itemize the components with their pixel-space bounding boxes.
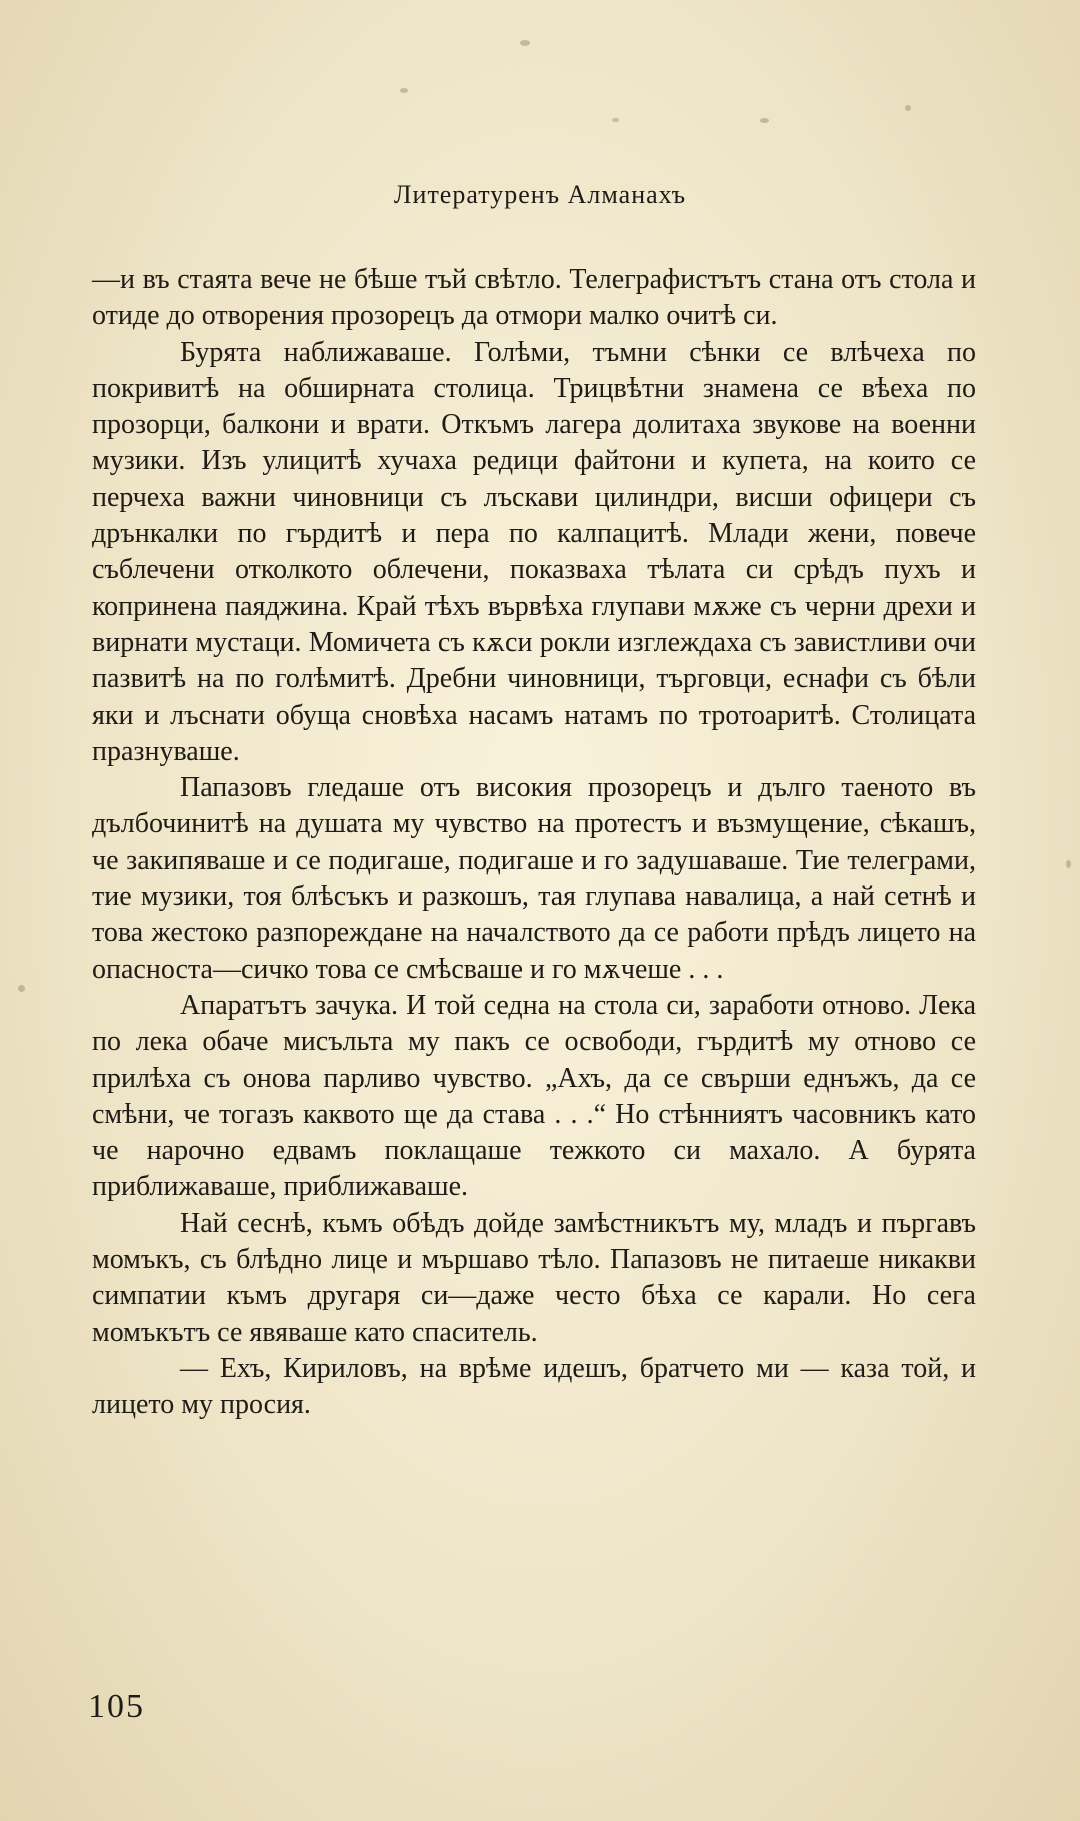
running-head: Литературенъ Алманахъ bbox=[393, 180, 687, 209]
paragraph-1: —и въ стаята вече не бѣше тъй свѣтло. Телеграфистътъ стана отъ стола и отиде до отворения прозорецъ да отмори малко очитѣ си. bbox=[92, 264, 976, 332]
paper-spot bbox=[612, 118, 619, 122]
paper-spot bbox=[760, 118, 769, 123]
paper-spot bbox=[520, 40, 530, 46]
body-text bbox=[92, 262, 976, 1424]
paper-spot bbox=[1066, 860, 1071, 868]
paragraph-6: — Ехъ, Кириловъ, на врѣме идешъ, братчето ми — каза той, и лицето му просия. bbox=[92, 1352, 976, 1421]
paragraph-2: Бурята наближаваше. Голѣми, тъмни сѣнки се влѣчеха по покривитѣ на обширната столица. Трицвѣтни знамена се вѣеха по прозорци, балкони и врати. Откъмъ лагера долитаха звукове на военни музики. Изъ улицитѣ хучаха редици файтони и купета, на които се перчеха важни чиновници съ лъскави цилиндри, висши офицери съ дрънкалки по гърдитѣ и пера по калпацитѣ. Млади жени, повече съблечени отколкото облечени, показваха тѣлата си срѣдъ пухъ и копринена паяджина. Край тѣхъ вървѣха глупави мѫже съ черни дрехи и вирнати мустаци. Момичета съ кѫси рокли изглеждаха съ завистливи очи пазвитѣ на по голѣмитѣ. Дребни чиновници, търговци, еснафи съ бѣли яки и лъснати обуща сновѣха насамъ натамъ по тротоаритѣ. Столицата празнуваше. bbox=[92, 336, 976, 767]
page-number: 105 bbox=[88, 1688, 145, 1725]
paragraph-3: Папазовъ гледаше отъ високия прозорецъ и дълго таеното въ дълбочинитѣ на душата му чувство на протестъ и възмущение, сѣкашъ, че закипяваше и се подигаше, подигаше и го задушаваше. Тие телеграми, тие музики, тоя блѣсъкъ и разкошъ, тая глупава навалица, а най сетнѣ и това жестоко разпореждане на началството да се работи прѣдъ лицето на опасноста—сичко това се смѣсваше и го мѫчеше . . . bbox=[92, 772, 976, 985]
paper-spot bbox=[905, 105, 911, 111]
paragraph-5: Най сеснѣ, къмъ обѣдъ дойде замѣстникътъ му, младъ и пъргавъ момъкъ, съ блѣдно лице и мършаво тѣло. Папазовъ не питаеше никакви симпатии къмъ другаря си—даже често бѣха се карали. Но сега момъкътъ се явяваше като спаситель. bbox=[92, 1207, 976, 1348]
paper-spot bbox=[18, 985, 25, 992]
paragraph-4: Апаратътъ зачука. И той седна на стола си, заработи отново. Лека по лека обаче мисъльта му пакъ се освободи, гърдитѣ му отново се прилѣха съ онова парливо чувство. „Ахъ, да се свърши еднъжъ, да се смѣни, че тогазъ каквото ще да става . . .“ Но стѣнниятъ часовникъ като че нарочно едвамъ поклащаше тежкото си махало. А бурята приближаваше, приближаваше. bbox=[92, 989, 976, 1203]
paper-spot bbox=[400, 88, 408, 93]
